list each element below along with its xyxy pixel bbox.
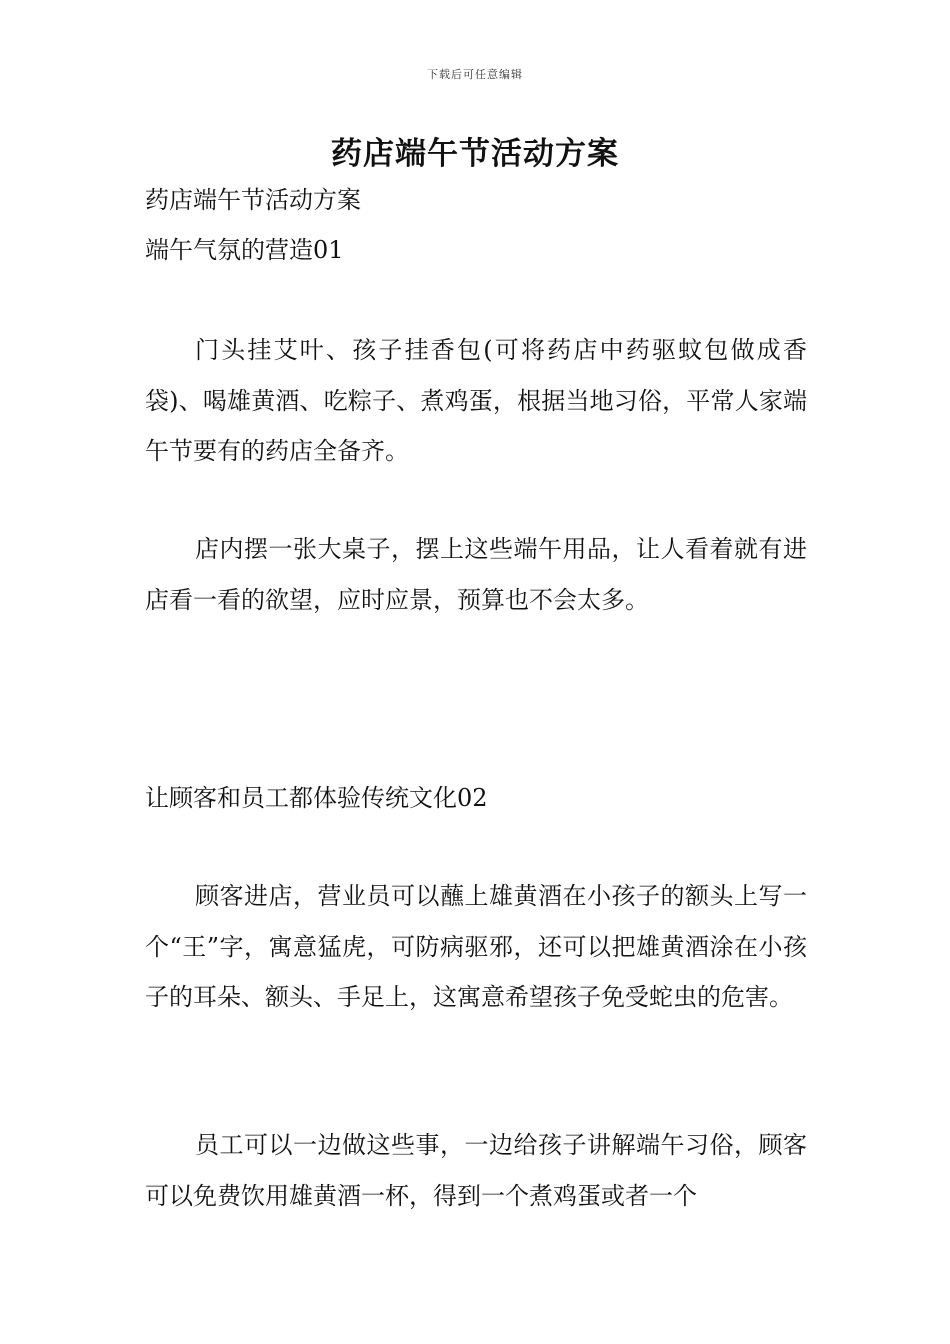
paragraph-2: 店内摆一张大桌子，摆上这些端午用品，让人看着就有进店看一看的欲望，应时应景，预算也不会太多。	[145, 535, 807, 614]
paragraph-4: 员工可以一边做这些事，一边给孩子讲解端午习俗，顾客可以免费饮用雄黄酒一杯，得到一个煮鸡蛋或者一个	[145, 1131, 807, 1210]
paragraph-1: 门头挂艾叶、孩子挂香包(可将药店中药驱蚊包做成香袋)、喝雄黄酒、吃粽子、煮鸡蛋，根据当地习俗，平常人家端午节要有的药店全备齐。	[145, 336, 807, 465]
header-note: 下载后可任意编辑	[427, 68, 523, 81]
section-heading-2: 让顾客和员工都体验传统文化02	[145, 784, 488, 812]
document-subtitle: 药店端午节活动方案	[145, 186, 361, 214]
paragraph-3: 顾客进店，营业员可以蘸上雄黄酒在小孩子的额头上写一个“王”字，寓意猛虎，可防病驱邪，还可以把雄黄酒涂在小孩子的耳朵、额头、手足上，这寓意希望孩子免受蛇虫的危害。	[145, 882, 807, 1011]
document-title: 药店端午节活动方案	[331, 136, 619, 172]
section-heading-1: 端午气氛的营造01	[145, 236, 344, 264]
